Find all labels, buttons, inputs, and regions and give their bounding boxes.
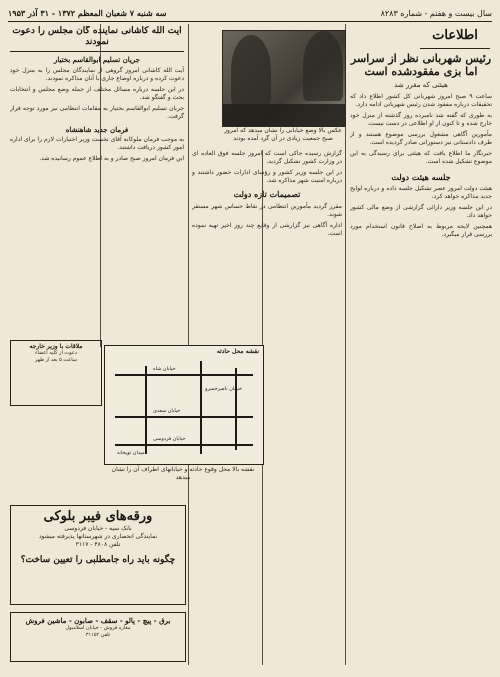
news-photo: [222, 30, 346, 127]
lead-subhead: هیئتی که مقرر شد: [394, 81, 448, 89]
middle-body: [192, 150, 342, 185]
map-street-line: [145, 366, 147, 454]
left-extra-body: [10, 136, 184, 163]
map-street-line: [115, 444, 253, 446]
small-ad-body: [13, 350, 99, 364]
lead-paragraph: ساعت ۹ صبح امروز شهربانی کل کشور اطلاع داد که تحقیقات درباره مفقود شدن رئیس شهربانی ادامه دارد.: [350, 93, 492, 108]
second-subheadline: جریان تسلیم ابوالقاسم بختیار: [54, 55, 140, 64]
right-extra-body: [350, 185, 492, 239]
right-extra-paragraph: همچنین لایحه مربوط به اصلاح قانون استخدام مورد بررسی قرار میگیرد.: [350, 223, 492, 238]
middle-paragraph: گزارش رسیده حاکی است که امروز جلسه فوق العاده ای در وزارت کشور تشکیل گردید.: [192, 150, 342, 165]
lead-paragraph: خبرنگار ما اطلاع یافت که هیئتی برای رسیدگی به این موضوع تشکیل شده است.: [350, 150, 492, 165]
map-street-label: خیابان ناصرخسرو: [205, 386, 242, 392]
map-street-label: خیابان فردوسی: [153, 436, 186, 442]
map-street-label: خیابان شاه: [153, 366, 176, 372]
small-ad-line: ساعت ۵ بعد از ظهر: [35, 357, 77, 363]
header-date-text: سه شنبه ۷ شعبان المعظم ۱۳۷۲ - ۳۱ آذر ۱۹۵۳: [8, 8, 167, 18]
left-extra-paragraph: این فرمان امروز صبح صادر و به اطلاع عموم رسانیده شد.: [39, 155, 184, 162]
photo-tree-shape: [231, 35, 271, 105]
fiber-ad-slogan: چگونه باید راه جامطلبی را تعیین ساخت؟: [20, 555, 176, 565]
fiber-ad-line: نمایندگی انحصاری در شهرستانها پذیرفته میشود: [38, 533, 158, 540]
photo-crowd-shape: [223, 104, 345, 126]
map-street-line: [115, 416, 253, 418]
fiber-ad-body: [14, 525, 182, 549]
middle-body-continued: [192, 203, 342, 238]
page-header: [8, 6, 492, 20]
header-rule: [8, 21, 492, 22]
fiber-ad-title: ورقه‌های فیبر بلوکی: [43, 509, 153, 524]
map-caption: نقشه بالا محل وقوع حادثه و خیابانهای اطراف آن را نشان میدهد: [111, 466, 255, 481]
middle-paragraph: اداره آگاهی نیز گزارشی از وقایع چند روز اخیر تهیه نموده است.: [192, 222, 342, 237]
small-ad-title: ملاقات با وزیر خارجه: [29, 343, 83, 350]
middle-paragraph: مقرر گردید مأمورین انتظامی در نقاط حساس شهر مستقر شوند.: [192, 203, 342, 218]
left-extra-paragraph: به موجب فرمان ملوکانه آقای نخست وزیر اختیارات لازم را برای اداره امور کشور دریافت داشتند.: [10, 136, 184, 151]
bottom-ad-line: تلفن ۳۱۱۵۲: [85, 632, 111, 638]
street-map: [104, 345, 264, 465]
right-extra-paragraph: در این جلسه وزیر دارائی گزارشی از وضع مالی کشور خواهد داد.: [350, 204, 492, 219]
map-street-label: خیابان سعدی: [153, 408, 181, 414]
bottom-ad-title: برق - پیچ - پالو - سقف - صابون - ماشین فروش: [25, 616, 171, 625]
second-headline: آیت الله کاشانی نماینده گان مجلس را دعوت نمودند: [10, 26, 184, 52]
map-street-line: [235, 368, 237, 450]
left-extra-headline: فرمان جدید شاهنشاه: [65, 125, 129, 134]
right-extra-paragraph: هیئت دولت امروز عصر تشکیل جلسه داده و درباره لوایح جدید مذاکره خواهد کرد.: [350, 185, 492, 200]
second-paragraph: جریان تسلیم ابوالقاسم بختیار به مقامات انتظامی نیز مورد توجه قرار گرفت.: [10, 105, 184, 120]
map-street-line: [200, 361, 202, 454]
header-issue-text: سال بیست و هفتم - شماره ۸۲۸۳: [380, 8, 492, 18]
middle-paragraph: در این جلسه وزیر کشور و رؤسای ادارات حضور داشتند و درباره امنیت شهر مذاکره شد.: [192, 169, 342, 184]
small-ad-line: دعوت از کلیه اعضاء: [35, 350, 77, 356]
small-ad-box: [10, 340, 102, 406]
middle-column: [192, 150, 342, 377]
bottom-ad-body: [14, 625, 182, 639]
fiber-ad-line: بانک سپه - خیابان فردوسی: [64, 525, 132, 532]
right-extra-headline: جلسه هیئت دولت: [391, 172, 451, 182]
map-street-line: [115, 374, 253, 376]
second-paragraph: در این جلسه درباره مسائل مختلف از جمله وضع مجلس و انتخابات بحث و گفتگو شد.: [10, 86, 184, 101]
lead-body: [350, 93, 492, 166]
lead-story: [350, 52, 492, 665]
masthead-logo: اطلاعات: [420, 28, 490, 49]
fiber-ad-line: تلفن ۴۸۰۸ - ۳۱۱۷: [75, 541, 121, 548]
photo-caption: عکس بالا وضع خیابانی را نشان میدهد که امروز صبح جمعیت زیادی در آن گرد آمده بودند: [224, 127, 342, 142]
fiber-sheets-ad: [10, 505, 186, 605]
lead-paragraph: مأمورین آگاهی مشغول بررسی موضوع هستند و از طرف دادستانی نیز دستوراتی صادر گردیده است.: [350, 131, 492, 146]
lead-headline: رئیس شهربانی نظر از سراسر اما بزی مفقودشده است: [350, 52, 492, 78]
middle-headline: تصمیمات تازه دولت: [233, 189, 301, 199]
second-story: [10, 26, 184, 337]
map-street-label: میدان توپخانه: [117, 450, 145, 456]
map-title: نقشه محل حادثه: [216, 348, 259, 355]
lead-paragraph: به طوری که گفته شد نامبرده روز گذشته از منزل خود خارج شده و تا کنون از او اطلاعی در دست نیست.: [350, 112, 492, 127]
photo-tree-shape: [303, 31, 343, 101]
second-paragraph: آیت الله کاشانی امروز گروهی از نمایندگان مجلس را به منزل خود دعوت کرده و درباره اوضاع جاری با آنان مذاکره نمودند.: [10, 67, 184, 82]
bottom-ad: [10, 612, 186, 662]
bottom-ad-line: مغازه فروش - خیابان اسلامبول: [65, 625, 131, 631]
second-body: [10, 67, 184, 121]
